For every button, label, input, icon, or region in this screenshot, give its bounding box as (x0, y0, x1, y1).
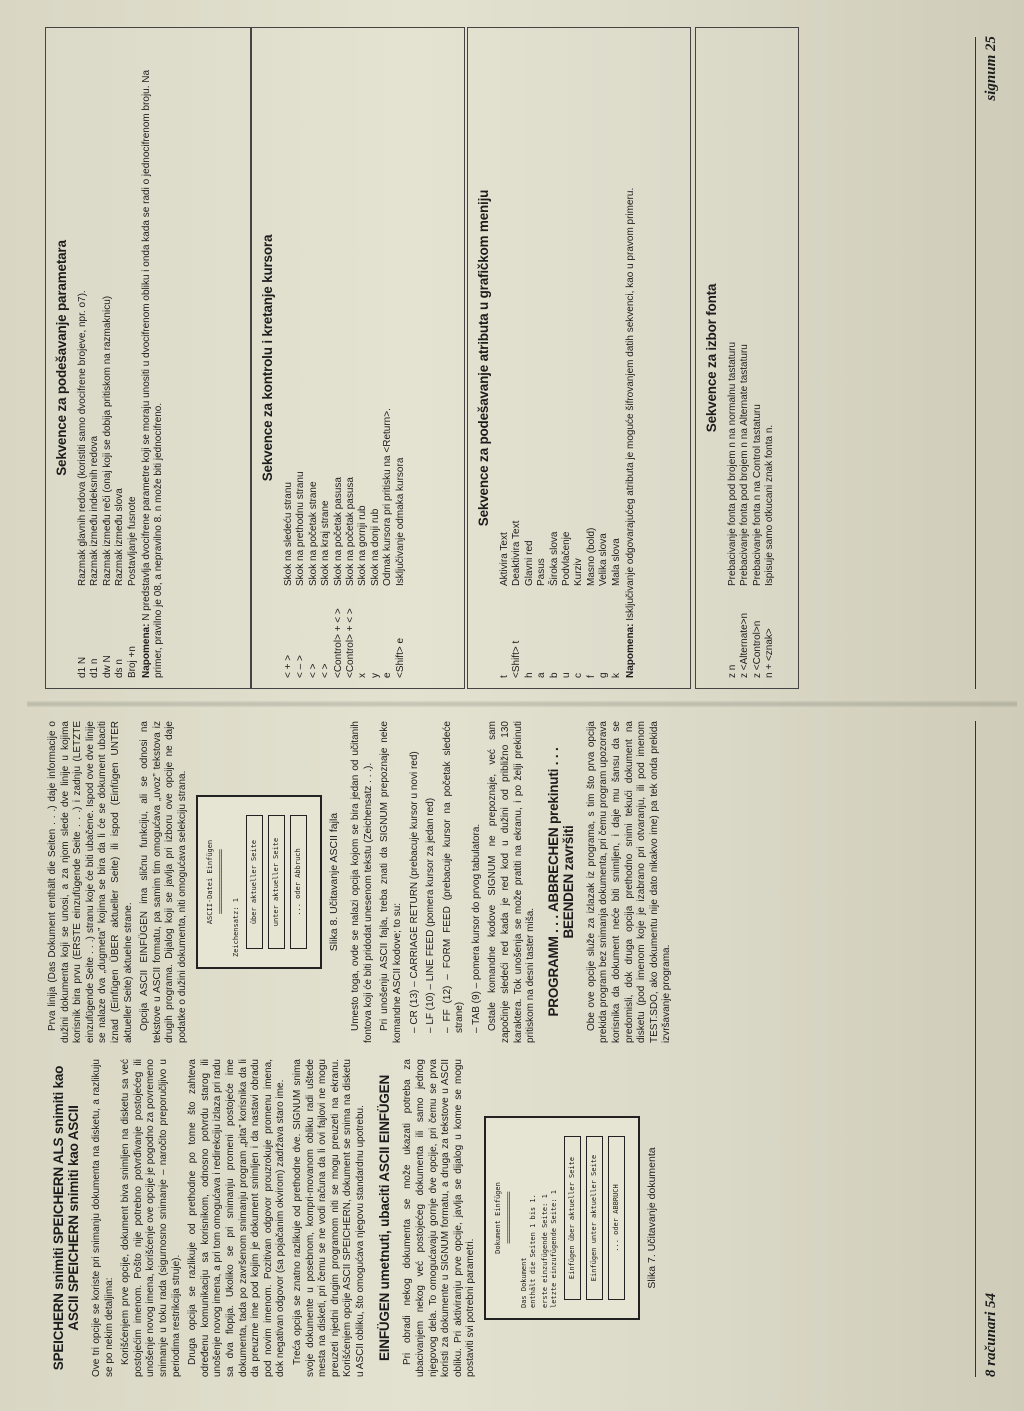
table-note: Napomena: N predstavlja dvocifrene parametre koji se moraju unositi u dvocifrenom obliku i onda kada se radi o jednocifrenom broju. Na primer, pravilno je 08, a nepravilno 8. n može biti jednocifreno. (141, 69, 165, 678)
table-heading: Sekvence za izbor fonta (704, 283, 719, 433)
table-row: z n Prebacivanje fonta pod brojem n na normalnu tastaturu (727, 341, 738, 678)
table-row: e Odmak kursora pri pritisku na <Return>. (382, 408, 394, 678)
table-row: f Masno (bold) (585, 527, 597, 678)
table-row: u Podvlačenje (561, 531, 573, 678)
unter-button: unter aktueller Seite (268, 815, 285, 949)
table-row: < > Skok na početak strane (307, 481, 319, 678)
left-page (27, 711, 1017, 1391)
table-row: < – > Skok na prethodnu stranu (295, 471, 307, 678)
paragraph: Ove tri opcije se koriste pri snimanju dokumenta na disketu, a razlikuju se po nekim detaljima: (91, 1059, 115, 1377)
paragraph: Treća opcija se znatno razlikuje od prethodne dve. SIGNUM snima svoje dokumente u posebnom, kompri-movanom obliku radi uštede mesta na disketi, pri čemu se ne vodi računa da li ovi fajlovi ne mogu preuzeti njedni drugim programom niti se mogu preuzeti na ekranu. Korišćenjem opcije ASCII SPEICHERN, dokument se snima na disketu u ASCII obliku, što omogućava njegovu standardnu upotrebu. (291, 1059, 366, 1377)
list-item: – LF (10) – LINE FEED (pomera kursor za jedan red) (425, 797, 437, 1033)
table-fontovi (695, 27, 799, 689)
dialog-line: letzte einzufügende Seite: 1 (550, 1189, 559, 1308)
list-item: – CR (13) – CARRIAGE RETURN (prebacuje kursor u novi red) (408, 751, 420, 1033)
table-heading: Sekvence za kontrolu i kretanje kursora (260, 234, 275, 482)
einfuegen-ueber-button: Einfügen über aktueller Seite (564, 1136, 581, 1300)
dialog-title: ASCII-Datei Einfügen (205, 839, 214, 925)
page-footer-left: 8 računari 54 (983, 1292, 999, 1377)
dialog-line: enthält die Seiten 1 bis 1. (529, 1194, 538, 1308)
paragraph: Druga opcija se razlikuje od prethodne po tome što zahteva određenu komunikaciju sa korisnikom, odnosno potvrdu starog ili unošenje novog imena, a pri tom omogućava i redirekciju izlaza pri radu sa dva flopija. Ukoliko se pri snimanju promeni postojeće ime dokumenta, tada po završenom snimanju program „pita” korisnika da li da preuzme ime pod kojim je dokument snimljen i da nastavi obradu pod novim imenom. Pozitivan odgovor prouzrokuje promenu imena, dok negativan odgovor (sa pojačanim okvirom) zadržava staro ime. (187, 1059, 287, 1377)
table-atributi (467, 27, 691, 689)
dialog-line: Zeichensatz: 1 (231, 897, 240, 957)
paragraph: Prva linija (Das Dokument enthält die Seiten . . .) daje informacije o dužini dokumenta koji se unosi, a za njom slede dve linije u kojima korisnik bira prvu (ERSTE einzufügende Seite . . .) i zadnju (LETZTE einzufügende Seite . . .) stranu koje će biti ubačene. Ispod ove dve linije se nalaze dva „dugmeta” kojima se bira da li će se dokument ubaciti iznad (Einfügen ÜBER aktueller Seite) ili ispod (Einfügen UNTER aktueller Seite) aktuelne strane. (47, 721, 134, 1043)
heading-speichern: SPEICHERN snimiti SPEICHERN ALS snimiti kao ASCII SPEICHERN snimiti kao ASCII (51, 1065, 81, 1371)
table-row: c Kurziv (573, 558, 585, 678)
table-row: t Aktivira Text (499, 532, 510, 678)
heading-programm: PROGRAMM . . . ABBRECHEN prekinuti . . . BEENDEN završiti (545, 747, 576, 1017)
table-row: < + > Skok na sledeću stranu (283, 482, 294, 678)
paragraph: Pri obradi nekog dokumenta se može ukazati potreba za ubacivanjem nekog već postojećeg dokumenta ili samo jednog njegovog dela. To omogućavaju gornje dve opcije, pri čemu se prva koristi za dokumente u SIGNUM formatu, a druga za tekstove u ASCII obliku. Pri aktiviranju prve opcije, javlja se dijalog u kome se mogu postaviti svi potrebni parametri. (402, 1059, 477, 1377)
footer-rule (975, 37, 976, 689)
abbruch-button: ... oder Abbruch (290, 815, 307, 949)
figure-caption: Slika 8. Učitavanje ASCII fajla (327, 812, 340, 952)
footer-rule (975, 721, 976, 1377)
dialog-title: Dokument Einfügen (494, 1182, 503, 1254)
paragraph: Opcija ASCII EINFÜGEN ima sličnu funkciju, ali se odnosi na tekstove u ASCII formatu, pa samim tim omogućava „uvoz” tekstova iz drugih programa. Dijalog koji se javlja pri izboru ove opcije ne daje podatke o dužini dokumenta, niti omogućava selekciju strana. (139, 721, 188, 1043)
table-row: k Mala slova (610, 538, 622, 678)
table-parametri (45, 27, 251, 689)
paragraph: Ostale komandne kodove SIGNUM ne prepoznaje, već sam započinje sledeći red kada je red kod u dužini od približno 130 karaktera. Tok unošenja se može pratiti na ekranu, i po želji prekinuti pritiskom na desni taster miša. (487, 721, 537, 1043)
dialog-underline: ==================== (216, 849, 225, 915)
table-row: n + <znak> Ispisuje samo otkucani znak fonta n. (764, 424, 776, 678)
einfuegen-unter-button: Einfügen unter aktueller Seite (586, 1136, 603, 1300)
table-row: <Control> + < > Skok na početak pasusa (345, 477, 357, 678)
table-kursor (251, 27, 465, 689)
table-row: g Velika slova (598, 533, 610, 678)
table-heading: Sekvence za podešavanje atributa u grafičkom meniju (476, 189, 491, 527)
table-row: z <Control>n Prebacivanje fonta n na Control tastaturu (751, 404, 763, 678)
table-row: a Pasus (536, 558, 548, 678)
table-row: h Glavni red (523, 540, 535, 678)
dialog-underline: ================ (505, 1192, 514, 1244)
list-item: – TAB (9) – pomera kursor do prvog tabulatora. (470, 823, 482, 1033)
table-note: Napomena: Isključivanje odgovarajućeg atributa je moguće šifrovanjem datih sekvenci, kao u pravom primeru. (625, 187, 637, 678)
table-row: z <Alternate>n Prebacivanje fonta pod brojem n na Alternate tastaturu (739, 344, 751, 678)
table-row: d1 n Razmak između indeksnih redova (89, 435, 101, 678)
dialog-line: Das Dokument (520, 1257, 529, 1308)
paragraph: Korišćenjem prve opcije, dokument biva snimljen na disketu sa već postojećim imenom. Pošto nije potrebno potvrđivanje postojećeg ili unošenje novog imena, korišćenje ove opcije je pogodno za povremeno snimanje u toku rada (sigurnosno snimanje – naročito preporučljivo u periodima restrikcija struje). (120, 1059, 182, 1377)
page-footer-right: signum 25 (983, 36, 999, 101)
screenshot-dokument-einfuegen (484, 1116, 640, 1320)
table-row: < > Skok na kraj strane (320, 500, 332, 678)
paragraph: Obe ove opcije služe za izlazak iz programa, s tim što prva opcija prekida program bez snimanja dokumenta, pri čemu program upozorava korisnika da dokument neće biti snimljen, i daje mu šansu da se predomisli, dok druga opcija prethodno snimi tekući dokument na disketu (pod imenom koje je izabrano pri otvaranju, ili pod imenom TEST.SDO, ako dokumentu nije dato nikakvo ime) pa tek onda prekida izvršavanje programa. (585, 721, 673, 1043)
abbruch-button: ... oder ABBRUCH (608, 1136, 625, 1300)
table-row: y Skok na donji rub (369, 508, 381, 678)
page-fold (27, 701, 1017, 707)
table-row: ds n Razmak između slova (114, 488, 126, 678)
ueber-button: über aktueller Seite (246, 815, 263, 949)
heading-einfuegen: EINFÜGEN umetnuti, ubaciti ASCII EINFÜGEN (377, 1074, 393, 1362)
list-item: – FF (12) – FORM FEED (prebacuje kursor na početak sledeće strane) (441, 721, 466, 1033)
paragraph: Umesto toga, ovde se nalazi opcija kojom se bira jedan od učitanih fontova koji će biti pridodat unesenom tekstu (Zeichensatz . . .). (350, 721, 374, 1043)
paragraph: Pri unošenju ASCII fajla, treba znati da SIGNUM prepoznaje neke komandne ASCII kodove; to su: (379, 721, 403, 1043)
table-row: x Skok na gornji rub (357, 505, 369, 678)
table-row: dw N Razmak između reči (onaj koji se dobija pritiskom na razmaknicu) (101, 295, 113, 678)
table-row: d1 N Razmak glavnih redova (koristiti samo dvocifrene brojeve, npr. o7). (77, 290, 88, 678)
table-row: Broj +n Postavljanje fusnote (126, 496, 138, 678)
table-heading: Sekvence za podešavanje parametara (54, 240, 69, 476)
right-page (27, 20, 1017, 697)
table-row: <Shift> e Isključivanje odmaka kursora (394, 457, 406, 678)
left-column-2 (47, 721, 678, 1043)
magazine-spread-rotated (27, 20, 1017, 1391)
table-row: <Control> + < > Skok na početak pasusa (332, 477, 344, 678)
left-column-1 (47, 1059, 669, 1377)
dialog-line: erste einzufügende Seite: 1 (541, 1194, 550, 1308)
table-row: <Shift> t Deaktivira Text (511, 520, 523, 678)
figure-caption: Slika 7. Učitavanje dokumenta (646, 1147, 659, 1289)
screenshot-ascii-einfuegen (196, 795, 322, 969)
table-row: b Široka slova (548, 531, 560, 678)
